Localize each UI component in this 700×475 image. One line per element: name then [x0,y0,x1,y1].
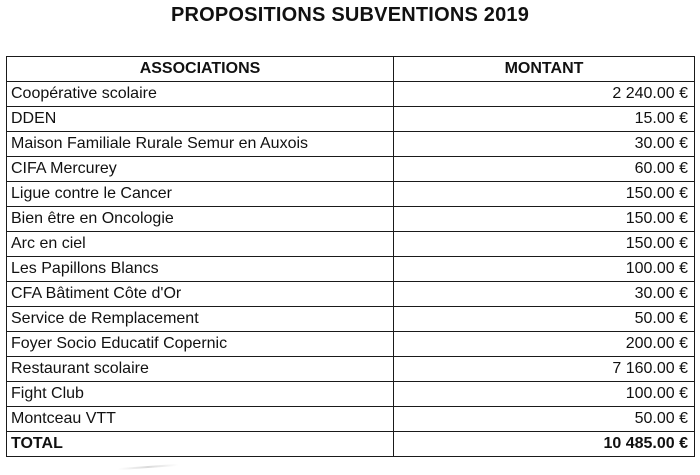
table-row [7,107,695,132]
association-name: Restaurant scolaire [7,357,394,382]
association-name: Foyer Socio Educatif Copernic [7,332,394,357]
table-row [7,357,695,382]
table-row [7,407,695,432]
page-title: PROPOSITIONS SUBVENTIONS 2019 [170,4,530,26]
amount-value: 150.00 € [394,182,695,207]
table-row [7,257,695,282]
total-label: TOTAL [7,432,394,457]
amount-value: 150.00 € [394,207,695,232]
association-name: Montceau VTT [7,407,394,432]
table-row [7,332,695,357]
table-row [7,232,695,257]
association-name: Bien être en Oncologie [7,207,394,232]
amount-value: 100.00 € [394,257,695,282]
association-name: Fight Club [7,382,394,407]
amount-value: 50.00 € [394,307,695,332]
subsidies-table [6,56,695,457]
association-name: DDEN [7,107,394,132]
amount-value: 150.00 € [394,232,695,257]
table-row [7,307,695,332]
table-row [7,282,695,307]
amount-value: 30.00 € [394,132,695,157]
association-name: Les Papillons Blancs [7,257,394,282]
table-header-row [7,57,695,82]
table-row [7,182,695,207]
amount-value: 15.00 € [394,107,695,132]
table-row [7,382,695,407]
association-name: Coopérative scolaire [7,82,394,107]
association-name: Service de Remplacement [7,307,394,332]
table-row [7,132,695,157]
amount-value: 7 160.00 € [394,357,695,382]
association-name: CIFA Mercurey [7,157,394,182]
total-row [7,432,695,457]
association-name: Ligue contre le Cancer [7,182,394,207]
association-name: CFA Bâtiment Côte d'Or [7,282,394,307]
table-row [7,157,695,182]
amount-value: 50.00 € [394,407,695,432]
table-row [7,207,695,232]
table-row [7,82,695,107]
scan-smudge [118,464,178,470]
total-amount: 10 485.00 € [394,432,695,457]
column-header-montant: MONTANT [394,57,695,82]
association-name: Arc en ciel [7,232,394,257]
amount-value: 60.00 € [394,157,695,182]
amount-value: 30.00 € [394,282,695,307]
association-name: Maison Familiale Rurale Semur en Auxois [7,132,394,157]
amount-value: 200.00 € [394,332,695,357]
amount-value: 2 240.00 € [394,82,695,107]
column-header-associations: ASSOCIATIONS [7,57,394,82]
amount-value: 100.00 € [394,382,695,407]
